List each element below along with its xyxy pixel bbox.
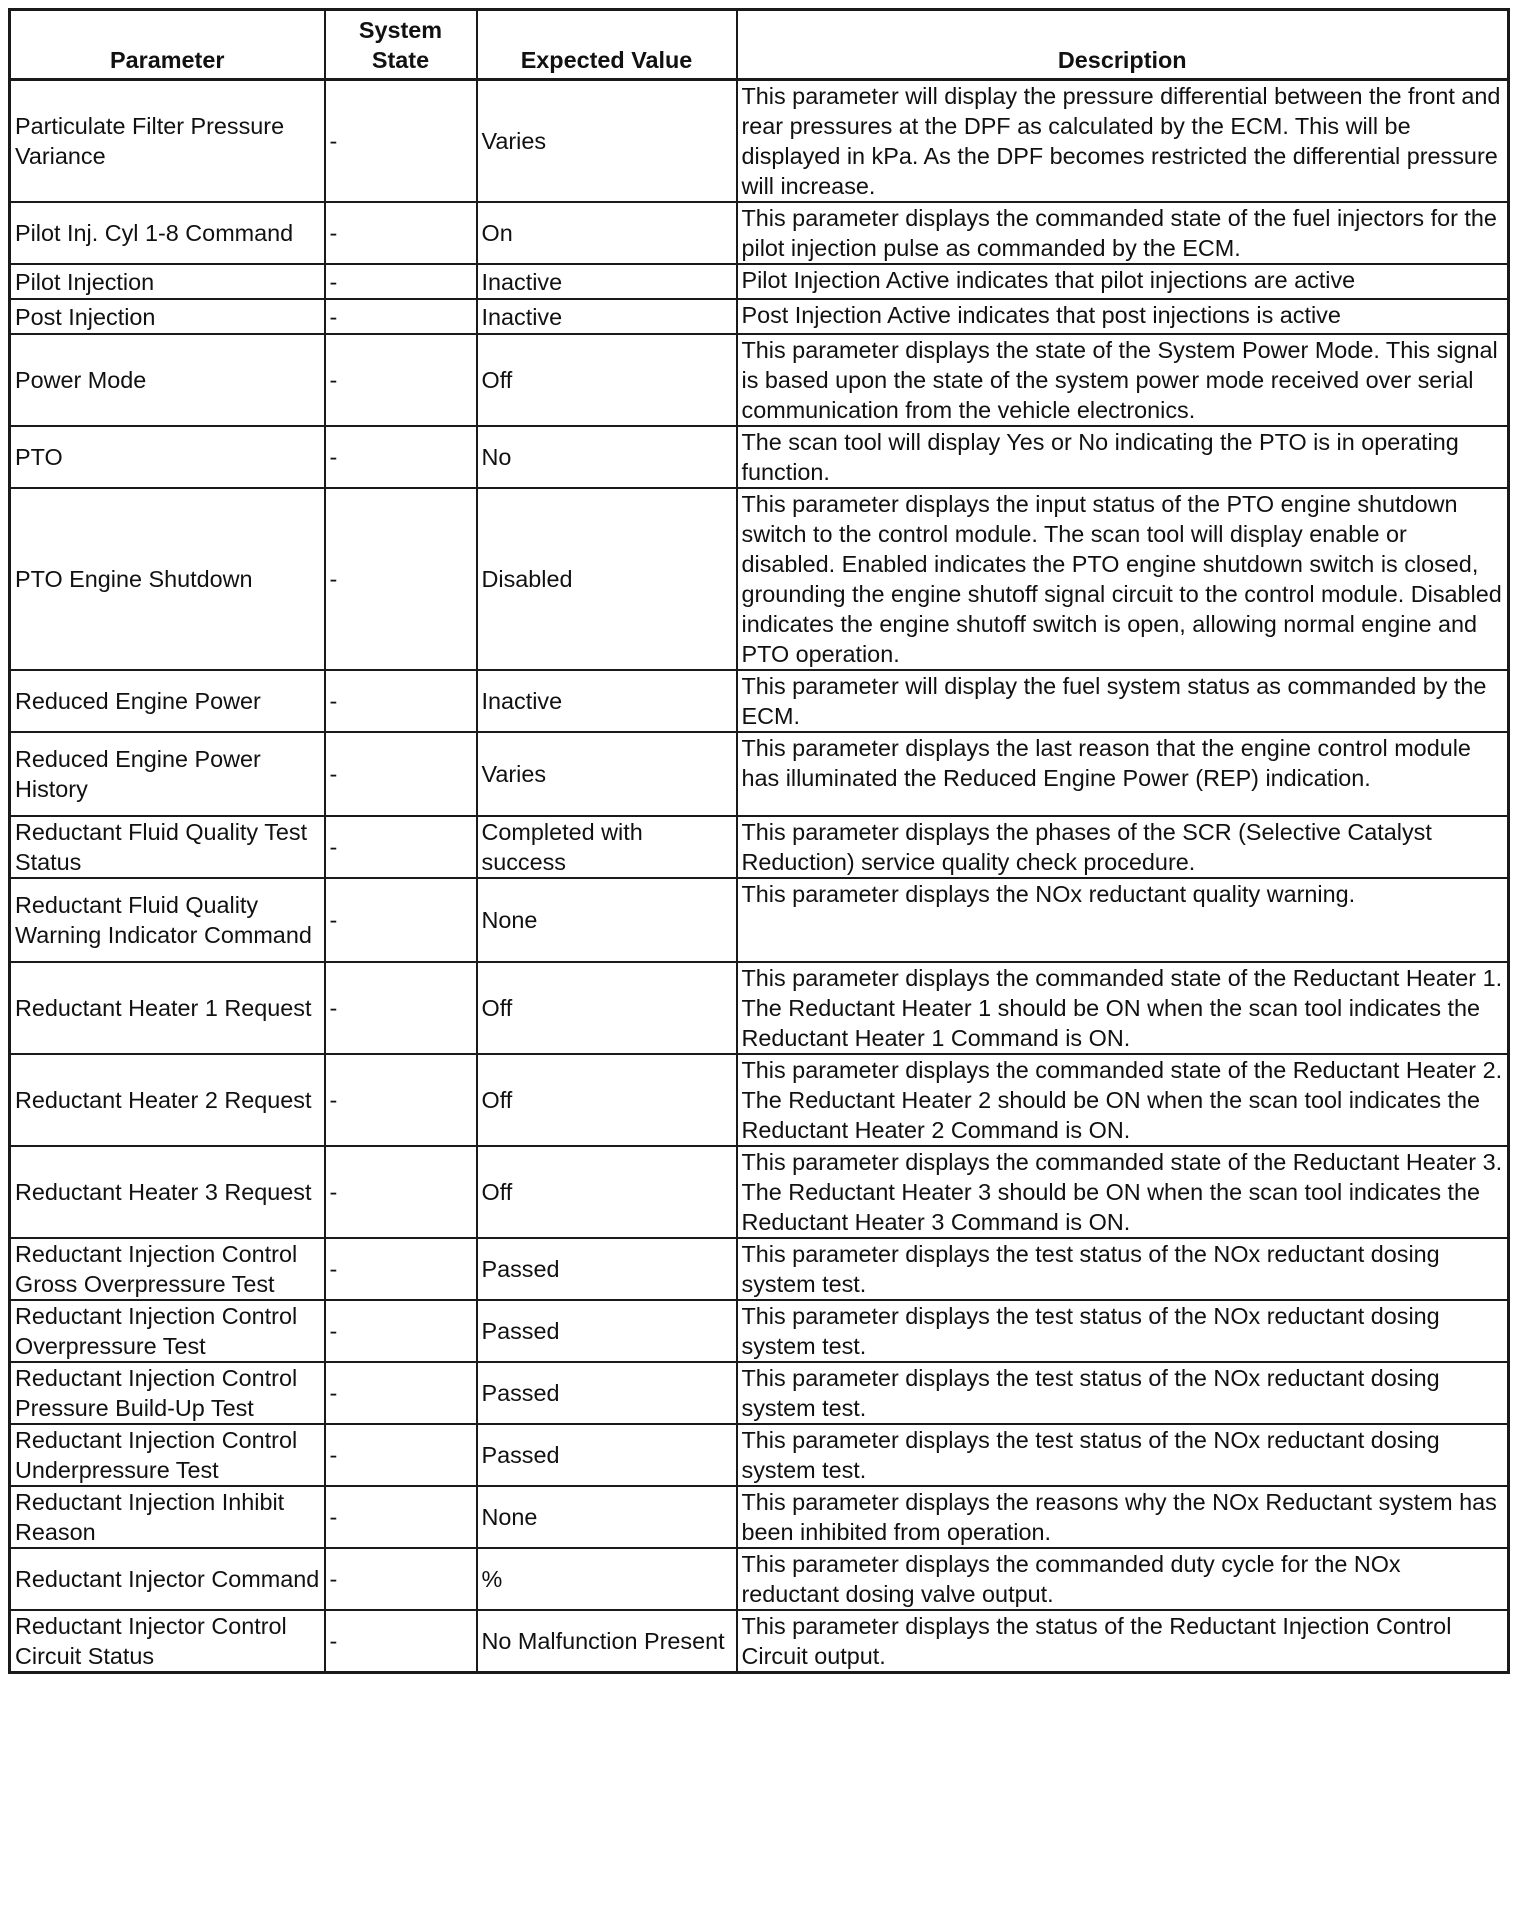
cell-system-state: - <box>325 426 477 488</box>
cell-parameter: Reductant Heater 3 Request <box>10 1146 325 1238</box>
cell-system-state: - <box>325 299 477 334</box>
table-row <box>10 1548 1509 1610</box>
cell-expected-value: No <box>477 426 737 488</box>
cell-description: This parameter displays the commanded state of the Reductant Heater 1. The Reductant Heater 1 should be ON when the scan tool indicates the Reductant Heater 1 Command is ON. <box>737 962 1509 1054</box>
cell-description: This parameter displays the test status of the NOx reductant dosing system test. <box>737 1424 1509 1486</box>
table-row <box>10 299 1509 334</box>
cell-system-state: - <box>325 1146 477 1238</box>
table-row <box>10 878 1509 962</box>
cell-expected-value: No Malfunction Present <box>477 1610 737 1673</box>
cell-system-state: - <box>325 1300 477 1362</box>
cell-description: This parameter displays the test status of the NOx reductant dosing system test. <box>737 1300 1509 1362</box>
cell-expected-value: % <box>477 1548 737 1610</box>
table-row <box>10 962 1509 1054</box>
cell-system-state: - <box>325 80 477 203</box>
table-row <box>10 264 1509 299</box>
table-row <box>10 1238 1509 1300</box>
table-row <box>10 1610 1509 1673</box>
cell-expected-value: Inactive <box>477 299 737 334</box>
cell-parameter: Reductant Injector Command <box>10 1548 325 1610</box>
cell-system-state: - <box>325 670 477 732</box>
table-row <box>10 1146 1509 1238</box>
cell-expected-value: Off <box>477 1054 737 1146</box>
cell-parameter: Reductant Fluid Quality Warning Indicator Command <box>10 878 325 962</box>
cell-description: The scan tool will display Yes or No indicating the PTO is in operating function. <box>737 426 1509 488</box>
table-row <box>10 202 1509 264</box>
cell-description: This parameter will display the pressure differential between the front and rear pressures at the DPF as calculated by the ECM. This will be displayed in kPa. As the DPF becomes restricted the differential pressure will increase. <box>737 80 1509 203</box>
header-parameter: Parameter <box>10 10 325 80</box>
cell-description: This parameter displays the test status of the NOx reductant dosing system test. <box>737 1362 1509 1424</box>
cell-expected-value: Passed <box>477 1300 737 1362</box>
cell-description: This parameter displays the commanded state of the Reductant Heater 3. The Reductant Heater 3 should be ON when the scan tool indicates the Reductant Heater 3 Command is ON. <box>737 1146 1509 1238</box>
cell-system-state: - <box>325 1362 477 1424</box>
table-row <box>10 1362 1509 1424</box>
cell-expected-value: On <box>477 202 737 264</box>
cell-parameter: Reduced Engine Power History <box>10 732 325 816</box>
cell-description: This parameter displays the commanded duty cycle for the NOx reductant dosing valve output. <box>737 1548 1509 1610</box>
cell-parameter: Power Mode <box>10 334 325 426</box>
cell-description: Pilot Injection Active indicates that pilot injections are active <box>737 264 1509 299</box>
cell-system-state: - <box>325 732 477 816</box>
cell-expected-value: Off <box>477 1146 737 1238</box>
table-row <box>10 1424 1509 1486</box>
header-expected-value: Expected Value <box>477 10 737 80</box>
cell-expected-value: Passed <box>477 1424 737 1486</box>
cell-parameter: Reductant Injection Control Underpressure Test <box>10 1424 325 1486</box>
cell-system-state: - <box>325 264 477 299</box>
cell-expected-value: Inactive <box>477 670 737 732</box>
cell-system-state: - <box>325 202 477 264</box>
table-row <box>10 1054 1509 1146</box>
cell-expected-value: None <box>477 878 737 962</box>
cell-parameter: Particulate Filter Pressure Variance <box>10 80 325 203</box>
header-description: Description <box>737 10 1509 80</box>
cell-description: This parameter displays the phases of the SCR (Selective Catalyst Reduction) service quality check procedure. <box>737 816 1509 878</box>
parameter-table <box>8 8 1510 1674</box>
cell-system-state: - <box>325 1238 477 1300</box>
cell-system-state: - <box>325 962 477 1054</box>
cell-system-state: - <box>325 1424 477 1486</box>
table-body <box>10 80 1509 1673</box>
cell-parameter: Reductant Injection Inhibit Reason <box>10 1486 325 1548</box>
cell-parameter: Reductant Injection Control Overpressure Test <box>10 1300 325 1362</box>
cell-parameter: Reductant Injection Control Pressure Build-Up Test <box>10 1362 325 1424</box>
cell-parameter: Reductant Injector Control Circuit Status <box>10 1610 325 1673</box>
cell-system-state: - <box>325 488 477 670</box>
cell-parameter: PTO <box>10 426 325 488</box>
cell-expected-value: Passed <box>477 1362 737 1424</box>
cell-description: This parameter displays the test status of the NOx reductant dosing system test. <box>737 1238 1509 1300</box>
cell-expected-value: Inactive <box>477 264 737 299</box>
cell-parameter: Reductant Fluid Quality Test Status <box>10 816 325 878</box>
cell-description: This parameter displays the reasons why the NOx Reductant system has been inhibited from operation. <box>737 1486 1509 1548</box>
table-row <box>10 488 1509 670</box>
cell-expected-value: Off <box>477 962 737 1054</box>
cell-parameter: Reductant Heater 1 Request <box>10 962 325 1054</box>
cell-parameter: Reduced Engine Power <box>10 670 325 732</box>
cell-system-state: - <box>325 1610 477 1673</box>
cell-expected-value: Passed <box>477 1238 737 1300</box>
table-row <box>10 1486 1509 1548</box>
cell-description: Post Injection Active indicates that post injections is active <box>737 299 1509 334</box>
cell-description: This parameter displays the input status of the PTO engine shutdown switch to the control module. The scan tool will display enable or disabled. Enabled indicates the PTO engine shutdown switch is closed, grounding the engine shutoff signal circuit to the control module. Disabled indicates the engine shutoff switch is open, allowing normal engine and PTO operation. <box>737 488 1509 670</box>
cell-system-state: - <box>325 1548 477 1610</box>
cell-expected-value: Disabled <box>477 488 737 670</box>
cell-expected-value: None <box>477 1486 737 1548</box>
table-row <box>10 1300 1509 1362</box>
cell-description: This parameter displays the commanded state of the Reductant Heater 2. The Reductant Heater 2 should be ON when the scan tool indicates the Reductant Heater 2 Command is ON. <box>737 1054 1509 1146</box>
cell-expected-value: Completed with success <box>477 816 737 878</box>
cell-parameter: Post Injection <box>10 299 325 334</box>
cell-parameter: Pilot Inj. Cyl 1-8 Command <box>10 202 325 264</box>
cell-expected-value: Varies <box>477 80 737 203</box>
cell-system-state: - <box>325 816 477 878</box>
table-header <box>10 10 1509 80</box>
cell-system-state: - <box>325 1486 477 1548</box>
cell-system-state: - <box>325 1054 477 1146</box>
cell-description: This parameter displays the state of the System Power Mode. This signal is based upon the state of the system power mode received over serial communication from the vehicle electronics. <box>737 334 1509 426</box>
cell-parameter: PTO Engine Shutdown <box>10 488 325 670</box>
header-row <box>10 10 1509 80</box>
cell-description: This parameter displays the last reason that the engine control module has illuminated the Reduced Engine Power (REP) indication. <box>737 732 1509 816</box>
table-row <box>10 334 1509 426</box>
cell-description: This parameter will display the fuel system status as commanded by the ECM. <box>737 670 1509 732</box>
cell-description: This parameter displays the NOx reductant quality warning. <box>737 878 1509 962</box>
table-row <box>10 80 1509 203</box>
table-row <box>10 732 1509 816</box>
cell-description: This parameter displays the status of the Reductant Injection Control Circuit output. <box>737 1610 1509 1673</box>
table-row <box>10 426 1509 488</box>
table-row <box>10 816 1509 878</box>
cell-parameter: Pilot Injection <box>10 264 325 299</box>
cell-expected-value: Off <box>477 334 737 426</box>
cell-parameter: Reductant Heater 2 Request <box>10 1054 325 1146</box>
cell-expected-value: Varies <box>477 732 737 816</box>
header-system-state: System State <box>325 10 477 80</box>
cell-parameter: Reductant Injection Control Gross Overpressure Test <box>10 1238 325 1300</box>
table-row <box>10 670 1509 732</box>
cell-description: This parameter displays the commanded state of the fuel injectors for the pilot injection pulse as commanded by the ECM. <box>737 202 1509 264</box>
cell-system-state: - <box>325 334 477 426</box>
cell-system-state: - <box>325 878 477 962</box>
